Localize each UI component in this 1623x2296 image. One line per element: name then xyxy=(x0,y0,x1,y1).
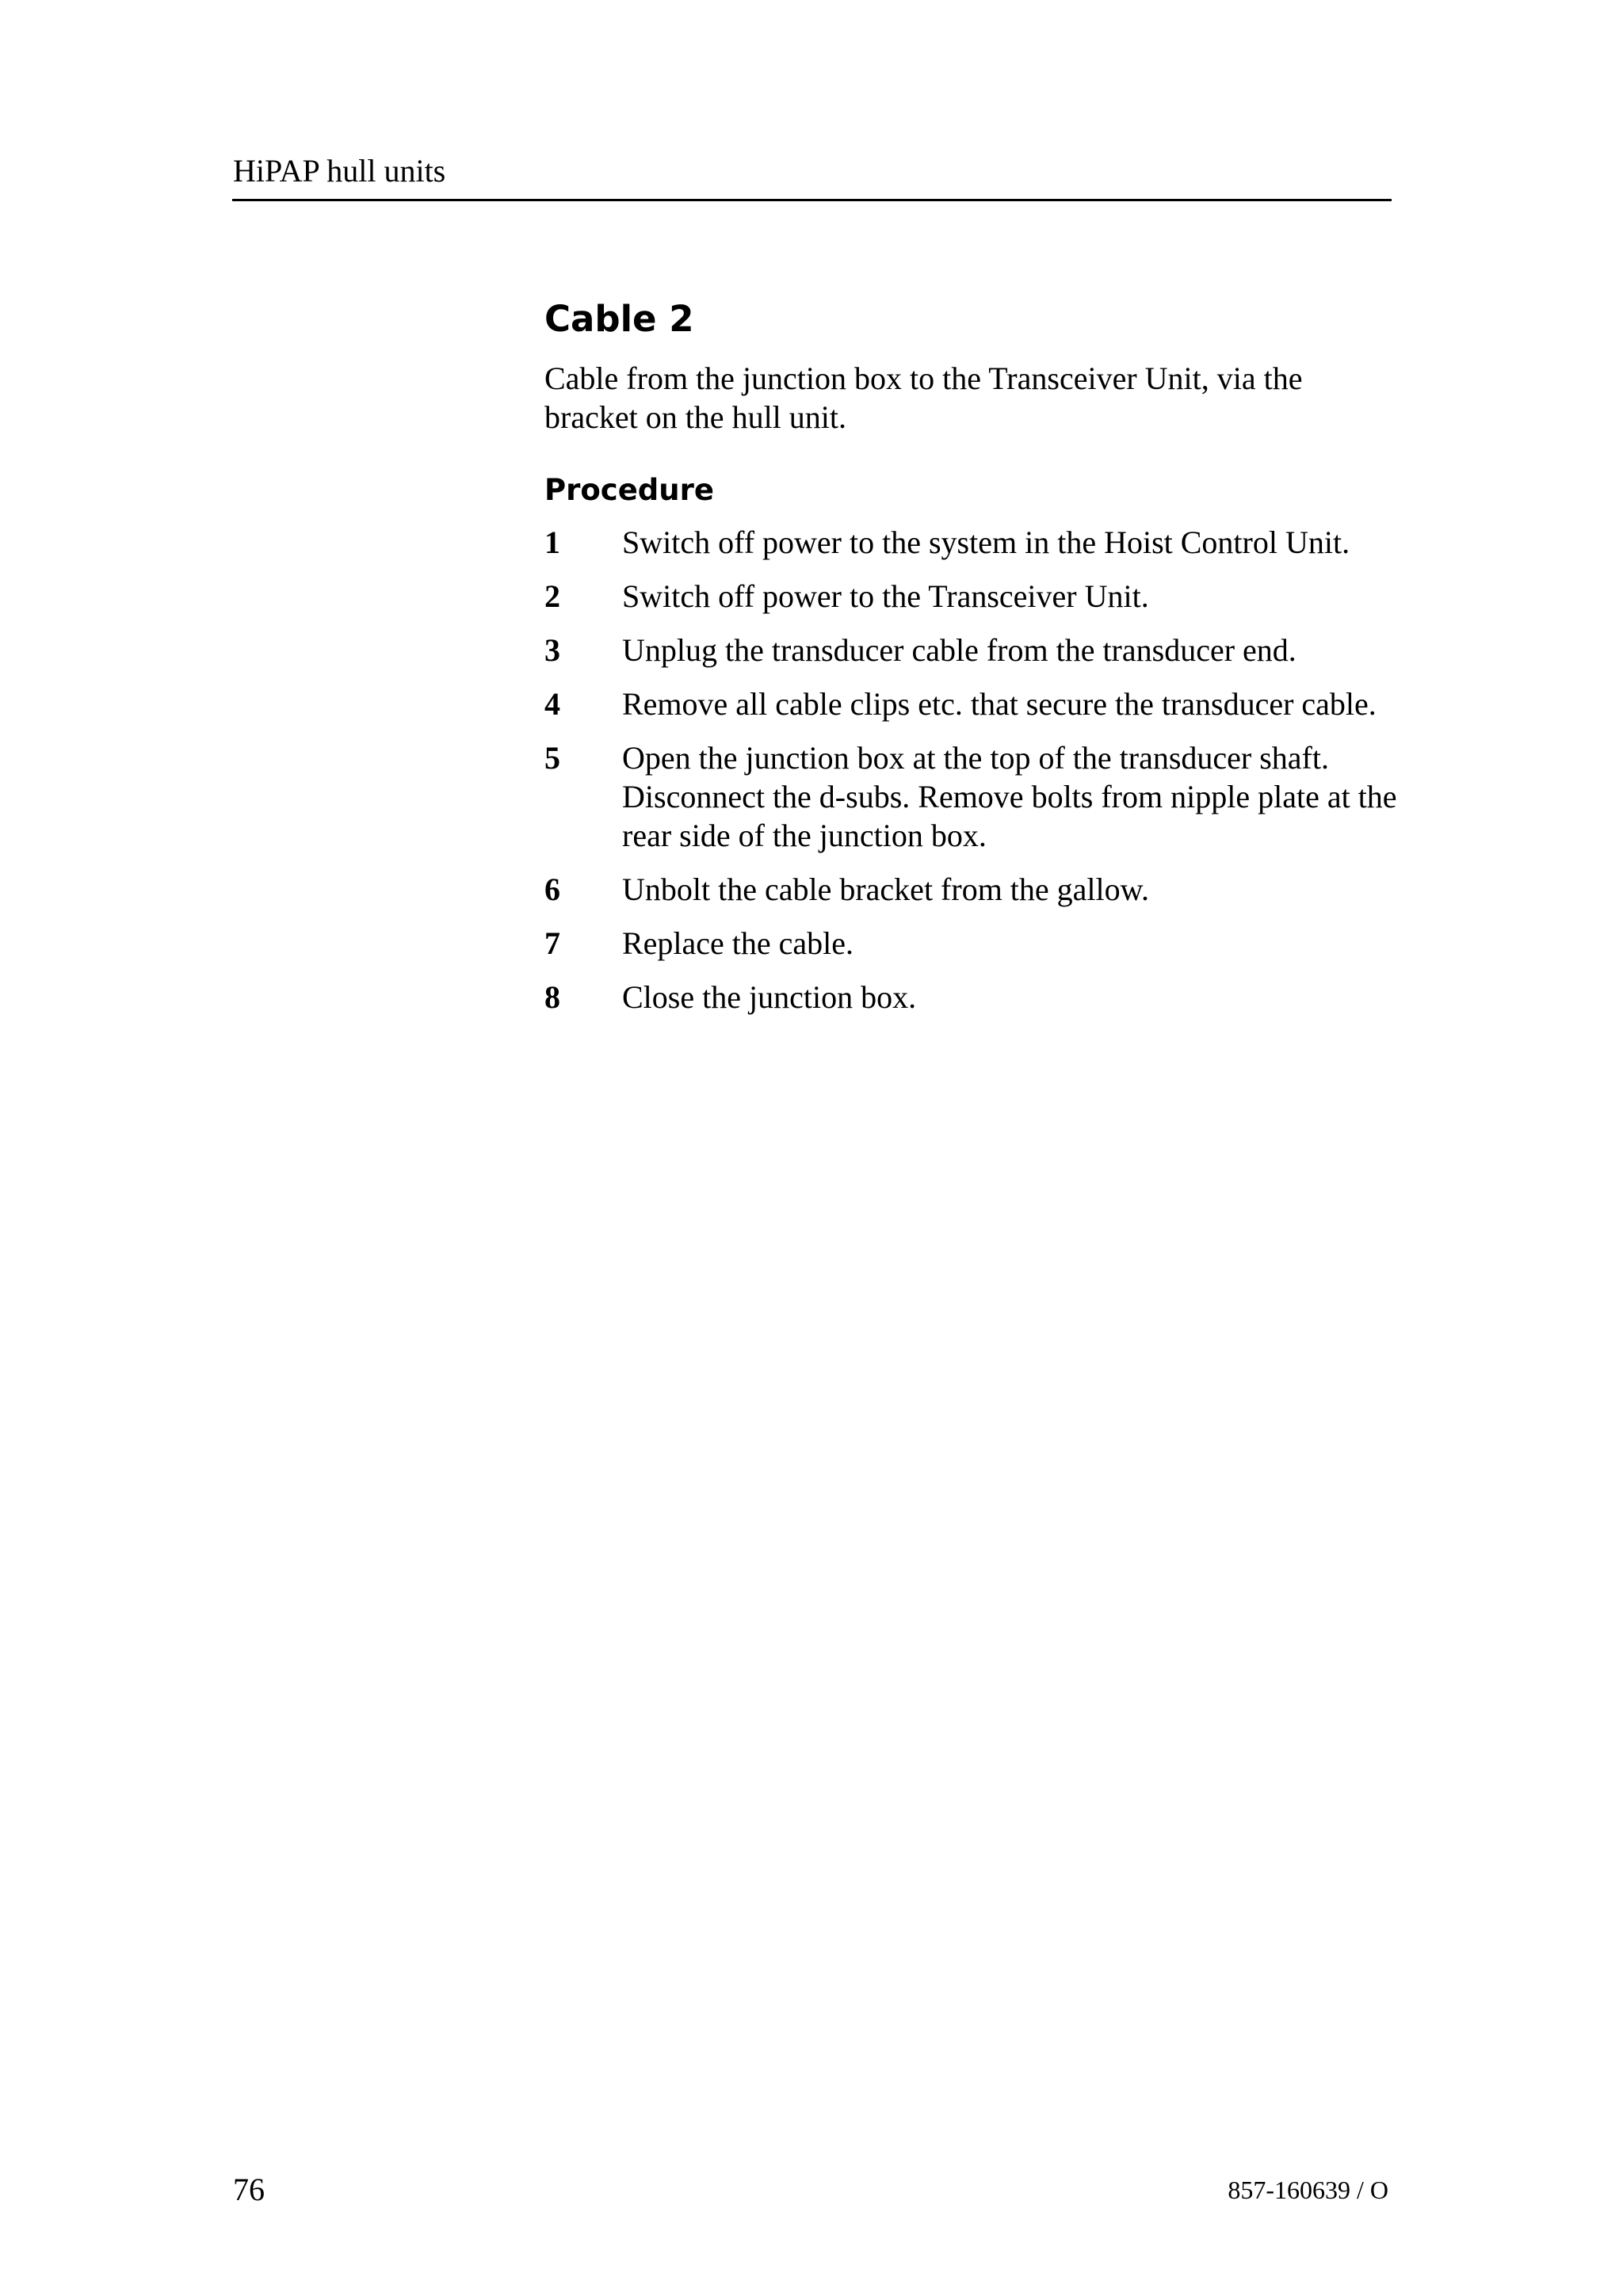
step-text: Remove all cable clips etc. that secure the transducer cable. xyxy=(622,686,1377,722)
step-text: Unplug the transducer cable from the transducer end. xyxy=(622,632,1296,668)
procedure-step-2 xyxy=(544,577,1400,616)
procedure-step-3 xyxy=(544,631,1400,669)
step-number: 5 xyxy=(544,740,560,776)
page-number: 76 xyxy=(233,2172,265,2207)
section-title: Cable 2 xyxy=(544,298,694,340)
procedure-step-7 xyxy=(544,924,1400,963)
step-number: 1 xyxy=(544,524,560,560)
step-number: 8 xyxy=(544,979,560,1015)
step-number: 3 xyxy=(544,632,560,668)
step-text: Switch off power to the Transceiver Unit. xyxy=(622,578,1149,614)
step-number: 4 xyxy=(544,686,560,722)
document-number: 857-160639 / O xyxy=(1228,2176,1388,2204)
procedure-heading: Procedure xyxy=(544,473,714,507)
step-text: Replace the cable. xyxy=(622,925,854,961)
step-number: 6 xyxy=(544,871,560,907)
procedure-step-8 xyxy=(544,978,1400,1016)
procedure-step-1 xyxy=(544,523,1400,562)
step-text: Switch off power to the system in the Hoist Control Unit. xyxy=(622,524,1350,560)
procedure-step-5 xyxy=(544,738,1400,855)
step-number: 2 xyxy=(544,578,560,614)
step-text: Close the junction box. xyxy=(622,979,917,1015)
intro-paragraph: Cable from the junction box to the Transceiver Unit, via the bracket on the hull unit. xyxy=(544,360,1303,435)
step-text: Unbolt the cable bracket from the gallow. xyxy=(622,871,1149,907)
step-number: 7 xyxy=(544,925,560,961)
header-rule xyxy=(232,199,1392,201)
procedure-steps xyxy=(544,523,1400,1032)
procedure-step-4 xyxy=(544,685,1400,723)
procedure-step-6 xyxy=(544,870,1400,909)
step-text: Open the junction box at the top of the transducer shaft. Disconnect the d-subs. Remove bolts from nipple plate at the rear side of the junction box. xyxy=(622,740,1397,853)
running-header: HiPAP hull units xyxy=(233,153,446,189)
